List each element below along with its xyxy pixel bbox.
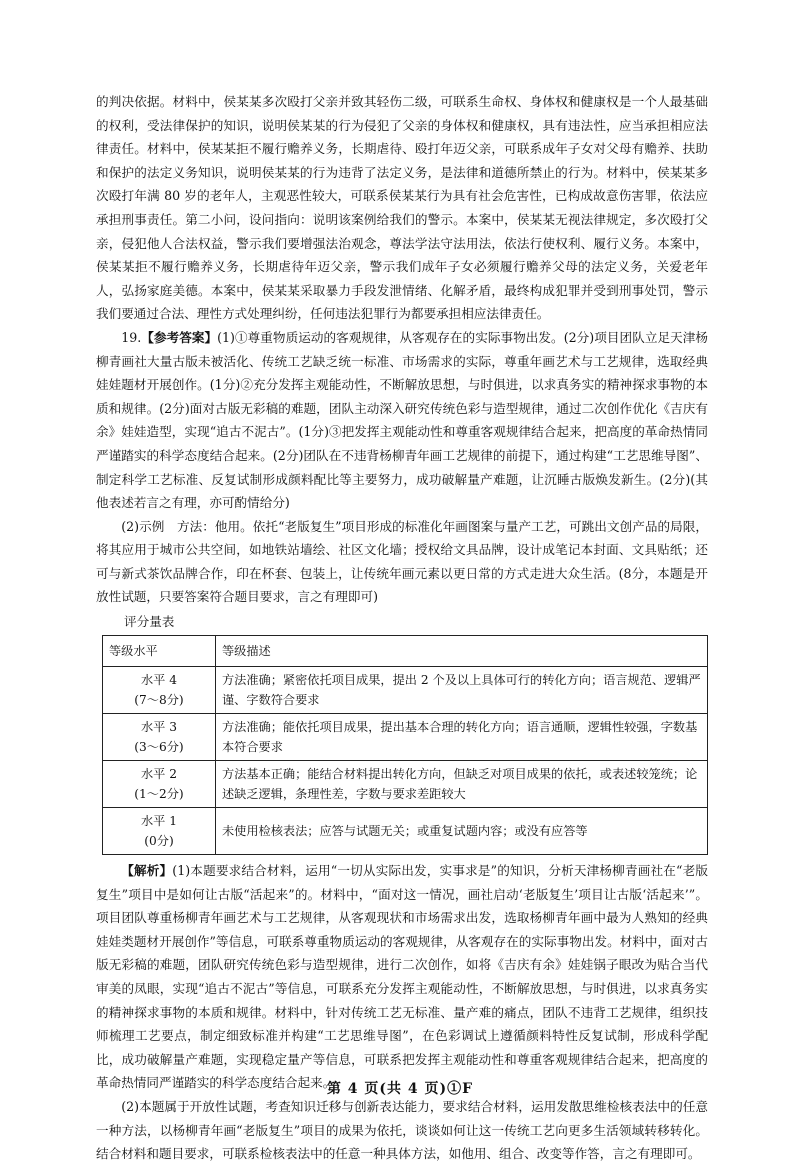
answer-label: 【参考答案】 xyxy=(141,329,218,345)
rubric-level-cell xyxy=(103,761,216,808)
rubric-table xyxy=(102,635,708,855)
rubric-score: (1～2分) xyxy=(134,787,184,802)
answer-part1-text: (1)①尊重物质运动的客观规律，从客观存在的实际事物出发。(2分)项目团队立足天津杨柳青画社大量古版未被活化、传统工艺缺乏统一标准、市场需求的实际，尊重年画艺术与工艺规律，选取经典娃娃题材开展创作。(1分)②充分发挥主观能动性，不断解放思想，与时俱进，以求真务实的精神探求事物的本质和规律。(2分)面对古版无彩稿的难题，团队主动深入研究传统色彩与造型规律，通过二次创作优化《吉庆有余》娃娃造型，实现“追古不泥古”。(1分)③把发挥主观能动性和尊重客观规律结合起来，把高度的革命热情同严谨踏实的科学态度结合起来。(2分)团队在不违背杨柳青年画工艺规律的前提下，通过构建“工艺思维导图”、制定科学工艺标准、反复试制形成颜料配比等主要努力，成功破解量产难题，让沉睡古版焕发新生。(2分)(其他表述若言之有理，亦可酌情给分) xyxy=(96,329,708,511)
rubric-level: 水平 4 xyxy=(140,673,177,688)
rubric-level-cell xyxy=(103,808,216,855)
analysis-part2: (2)本题属于开放性试题，考查知识迁移与创新表达能力，要求结合材料，运用发散思维检核表法中的任意一种方法，以杨柳青年画“老版复生”项目的成果为依托，谈谈如何让这一传统工艺向更多生活领域转移转化。结合材料和题目要求，可联系检核表法中的任意一种具体方法，如他用、组合、改变等作答，言之有理即可。 xyxy=(96,1099,708,1162)
rubric-row xyxy=(103,761,708,808)
rubric-level-cell xyxy=(103,714,216,761)
page-content xyxy=(96,90,708,1166)
q19-answer-part2: (2)示例 方法：他用。依托“老版复生”项目形成的标准化年画图案与量产工艺，可跳出文创产品的局限，将其应用于城市公共空间，如地铁站墙绘、社区文化墙；授权给文具品牌，设计成笔记本封面、文具贴纸；还可与新式茶饮品牌合作，印在杯套、包装上，让传统年画元素以更日常的方式走进大众生活。(8分，本题是开放性试题，只要答案符合题目要求，言之有理即可) xyxy=(96,518,708,605)
paragraph-q18-continuation: 的判决依据。材料中，侯某某多次殴打父亲并致其轻伤二级，可联系生命权、身体权和健康权是一个人最基础的权利，受法律保护的知识，说明侯某某的行为侵犯了父亲的身体权和健康权，具有违法性，应当承担相应法律责任。材料中，侯某某拒不履行赡养义务，长期虐待、殴打年迈父亲，可联系成年子女对父母有赡养、扶助和保护的法定义务知识，说明侯某某的行为违背了法定义务，是法律和道德所禁止的行为。材料中，侯某某多次殴打年满 80 岁的老年人，主观恶性较大，可联系侯某某行为具有社会危害性，已构成故意伤害罪，依法应承担刑事责任。第二小问，设问指向：说明该案例给我们的警示。本案中，侯某某无视法律规定，多次殴打父亲，侵犯他人合法权益，警示我们要增强法治观念，尊法学法守法用法，依法行使权利、履行义务。本案中，侯某某拒不履行赡养义务，长期虐待年迈父亲，警示我们成年子女必须履行赡养父母的法定义务，关爱老年人，弘扬家庭美德。本案中，侯某某采取暴力手段发泄情绪、化解矛盾，最终构成犯罪并受到刑事处罚，警示我们要通过合法、理性方式处理纠纷，任何违法犯罪行为都要承担相应法律责任。 xyxy=(96,94,708,322)
rubric-header-desc: 等级描述 xyxy=(216,636,708,667)
analysis-label: 【解析】 xyxy=(121,863,173,879)
rubric-score: (3～6分) xyxy=(134,740,184,755)
rubric-desc: 方法准确；能依托项目成果，提出基本合理的转化方向；语言通顺，逻辑性较强，字数基本符合要求 xyxy=(216,714,708,761)
rubric-caption: 评分量表 xyxy=(124,614,175,630)
rubric-header-row xyxy=(103,636,708,667)
rubric-level: 水平 3 xyxy=(140,720,177,735)
analysis-part1 xyxy=(96,859,708,1095)
question-number: 19. xyxy=(121,329,142,345)
rubric-desc: 未使用检核表法；应答与试题无关；或重复试题内容；或没有应答等 xyxy=(216,808,708,855)
rubric-level: 水平 2 xyxy=(140,767,177,782)
analysis-part1-text: (1)本题要求结合材料，运用“一切从实际出发，实事求是”的知识，分析天津杨柳青画社在“老版复生”项目中是如何让古版“活起来”的。材料中，“面对这一情况，画社启动‘老版复生’项目让古版‘活起来’”。项目团队尊重杨柳青年画艺术与工艺规律，从客观现状和市场需求出发，选取杨柳青年画中最为人熟知的经典娃娃类题材开展创作”等信息，可联系尊重物质运动的客观规律，从客观存在的实际事物出发。材料中，面对古版无彩稿的难题，团队研究传统色彩与造型规律，进行二次创作，如将《吉庆有余》娃娃锅子眼改为贴合当代审美的凤眼，实现“追古不泥古”等信息，可联系充分发挥主观能动性，不断解放思想，与时俱进，以求真务实的精神探求事物的本质和规律。材料中，针对传统工艺无标准、量产难的痛点，团队不违背工艺规律，组织技师梳理工艺要点，制定细致标准并构建“工艺思维导图”，在色彩调试上遵循颜料特性反复试制，形成科学配比，成功破解量产难题，实现稳定量产等信息，可联系把发挥主观能动性和尊重客观规律结合起来，把高度的革命热情同严谨踏实的科学态度结合起来。 xyxy=(96,863,709,1091)
rubric-row xyxy=(103,714,708,761)
q19-answer-part1 xyxy=(96,326,708,515)
rubric-desc: 方法准确；紧密依托项目成果，提出 2 个及以上具体可行的转化方向；语言规范、逻辑严谨、字数符合要求 xyxy=(216,667,708,714)
rubric-row xyxy=(103,667,708,714)
rubric-header-level: 等级水平 xyxy=(103,636,216,667)
rubric-level-cell xyxy=(103,667,216,714)
rubric-row xyxy=(103,808,708,855)
rubric-level: 水平 1 xyxy=(140,814,177,829)
rubric-desc: 方法基本正确；能结合材料提出转化方向，但缺乏对项目成果的依托，或表述较笼统；论述缺乏逻辑，条理性差，字数与要求差距较大 xyxy=(216,761,708,808)
page-footer: 第 4 页(共 4 页)①F xyxy=(326,1081,474,1097)
rubric-score: (0分) xyxy=(144,834,174,849)
rubric-score: (7～8分) xyxy=(134,693,184,708)
